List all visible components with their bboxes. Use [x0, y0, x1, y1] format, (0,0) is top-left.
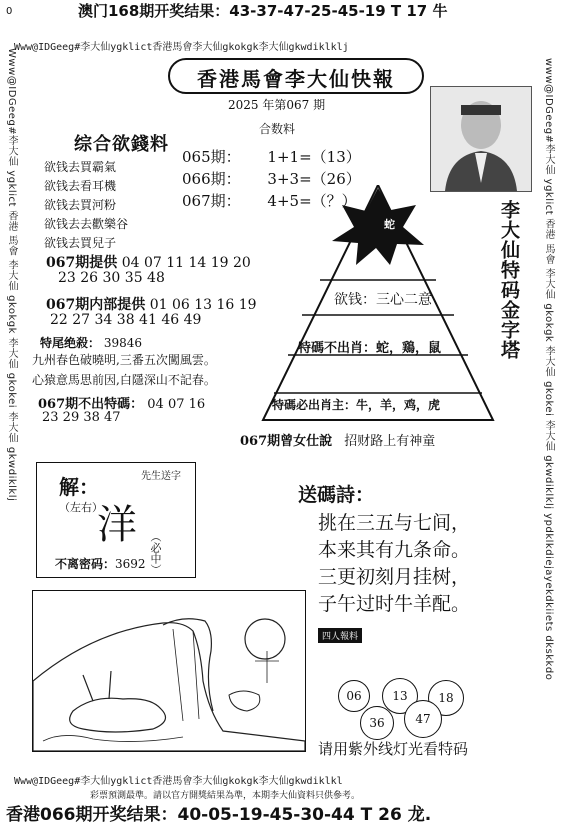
internal-label: 067期内部提供: [46, 297, 146, 313]
provide-line-1: [46, 252, 251, 272]
send-poem-line: 三更初刻月挂树，: [318, 566, 471, 588]
heshu-row: [182, 146, 361, 167]
masthead-box: [168, 58, 424, 94]
pyramid-row-3: 特碼必出肖主：牛，羊，鸡，虎: [272, 398, 441, 412]
heshu-expr: 1+1=（13）: [267, 148, 361, 166]
lady-text: 招财路上有神童: [344, 434, 436, 449]
number-ball: 13: [382, 678, 418, 714]
riddle-title: 解：: [59, 475, 99, 499]
send-poem-line: 本来其有九条命。: [318, 539, 471, 561]
composite-line: 欲钱去買兒子: [44, 236, 117, 250]
corner-mark: 0: [6, 6, 13, 17]
send-poem-line: 挑在三五与七间，: [318, 512, 471, 534]
riddle-secret: [55, 555, 146, 572]
poem-line: 心猿意馬思前因,白隱深山不記春。: [32, 373, 216, 387]
uv-note: 请用紫外线灯光看特码: [318, 740, 469, 758]
composite-line: 欲钱去看耳機: [44, 179, 117, 193]
watermark-bottom: Www@IDGeeg#李大仙ygklict香港馬會李大仙gkokgk李大仙gkwdiklkl: [14, 776, 343, 787]
internal-line-1: [46, 294, 257, 314]
provide-numbers-2: 23 26 30 35 48: [58, 270, 165, 286]
number-ball: 47: [404, 700, 442, 738]
lady-label: 067期曾女仕說: [240, 434, 333, 449]
riddle-master: 先生送字: [141, 471, 181, 482]
composite-title: 综合欲錢料: [74, 134, 169, 155]
composite-line: 欲钱去去歡樂谷: [44, 217, 129, 231]
exclude-label: 067期不出特碼：: [38, 397, 144, 412]
composite-list: [44, 158, 128, 253]
composite-line: 欲钱去買河粉: [44, 198, 117, 212]
internal-numbers: 01 06 13 16 19: [149, 297, 257, 313]
top-result-banner: 澳门168期开奖结果：43-37-47-25-45-19 T 17 牛: [78, 2, 448, 20]
send-poem-title: 送碼詩：: [298, 484, 375, 506]
burst-label: 蛇: [384, 218, 395, 231]
watermark-left: Www@IDGeeg#李大仙 ygklict 香港 馬會 李大仙 gkokgk 李大仙 gkokei 李大仙 gkwdiklklj: [6, 48, 17, 502]
tag-label: 四人報料: [318, 628, 362, 643]
footer-note: 彩票預測最準。請以官方開獎結果為準，本期李大仙資料只供參考。: [90, 791, 361, 801]
pyramid-row-1: 欲钱：三心二意: [334, 292, 432, 308]
riddle-must: （必中）: [149, 531, 162, 575]
send-poem-line: 子午过时牛羊配。: [318, 593, 471, 615]
pyramid-row-2: 特碼不出肖：蛇，鶏，鼠: [298, 341, 442, 356]
internal-numbers-2: 22 27 34 38 41 46 49: [50, 312, 202, 328]
portrait-photo: [430, 86, 532, 192]
watermark-top: Www@IDGeeg#李大仙ygklict香港馬會李大仙gkokgk李大仙gkwdiklklj: [14, 42, 349, 53]
illustration-drawing: [33, 591, 305, 751]
vertical-title: 李大仙特码金字塔: [498, 200, 520, 360]
number-ball: 36: [360, 706, 394, 740]
number-ball: 18: [428, 680, 464, 716]
footer-result-banner: 香港066期开奖结果：40-05-19-45-30-44 T 26 龙.: [6, 805, 432, 825]
exclude-numbers: 04 07 16: [147, 397, 206, 412]
issue-number: 2025 年第067 期: [228, 98, 326, 112]
number-ball: 06: [338, 680, 370, 712]
heshu-label: 067期：: [182, 192, 241, 210]
heshu-title: 合数料: [259, 122, 296, 136]
lady-saying: [240, 430, 435, 449]
burst-shape: [332, 188, 424, 265]
heshu-expr: 4+5=（？）: [267, 192, 357, 210]
heshu-expr: 3+3=（26）: [267, 170, 361, 188]
tail-label: 特尾绝殺：: [40, 336, 101, 350]
riddle-char: 洋: [97, 502, 137, 548]
poem-block: [32, 350, 216, 390]
watermark-right: www@IDGeeg#李大仙 ygklict 香港 馬會 李大仙 gkokgk 李大仙 gkokei 李大仙 gkwdiklklj ypdklkdiejayekdkiiets dkskkdo: [543, 58, 554, 681]
secret-value: 3692: [115, 557, 146, 571]
tail-kill: [40, 334, 142, 351]
riddle-box: [36, 462, 196, 578]
tail-value: 39846: [103, 336, 143, 350]
heshu-label: 066期：: [182, 170, 241, 188]
illustration-box: [32, 590, 306, 752]
riddle-sub: （左右）: [59, 501, 103, 514]
provide-label: 067期提供: [46, 255, 118, 271]
composite-line: 欲钱去買霸氣: [44, 160, 117, 174]
poem-line: 九州春色破曉明,三番五次闖風雲。: [32, 353, 216, 367]
masthead-title: 香港馬會李大仙快報: [197, 67, 395, 91]
send-poem: [318, 510, 470, 618]
exclude-numbers-2: 23 29 38 47: [42, 410, 121, 425]
secret-label: 不离密码：: [55, 557, 116, 571]
heshu-label: 065期：: [182, 148, 241, 166]
provide-numbers: 04 07 11 14 19 20: [121, 255, 251, 271]
